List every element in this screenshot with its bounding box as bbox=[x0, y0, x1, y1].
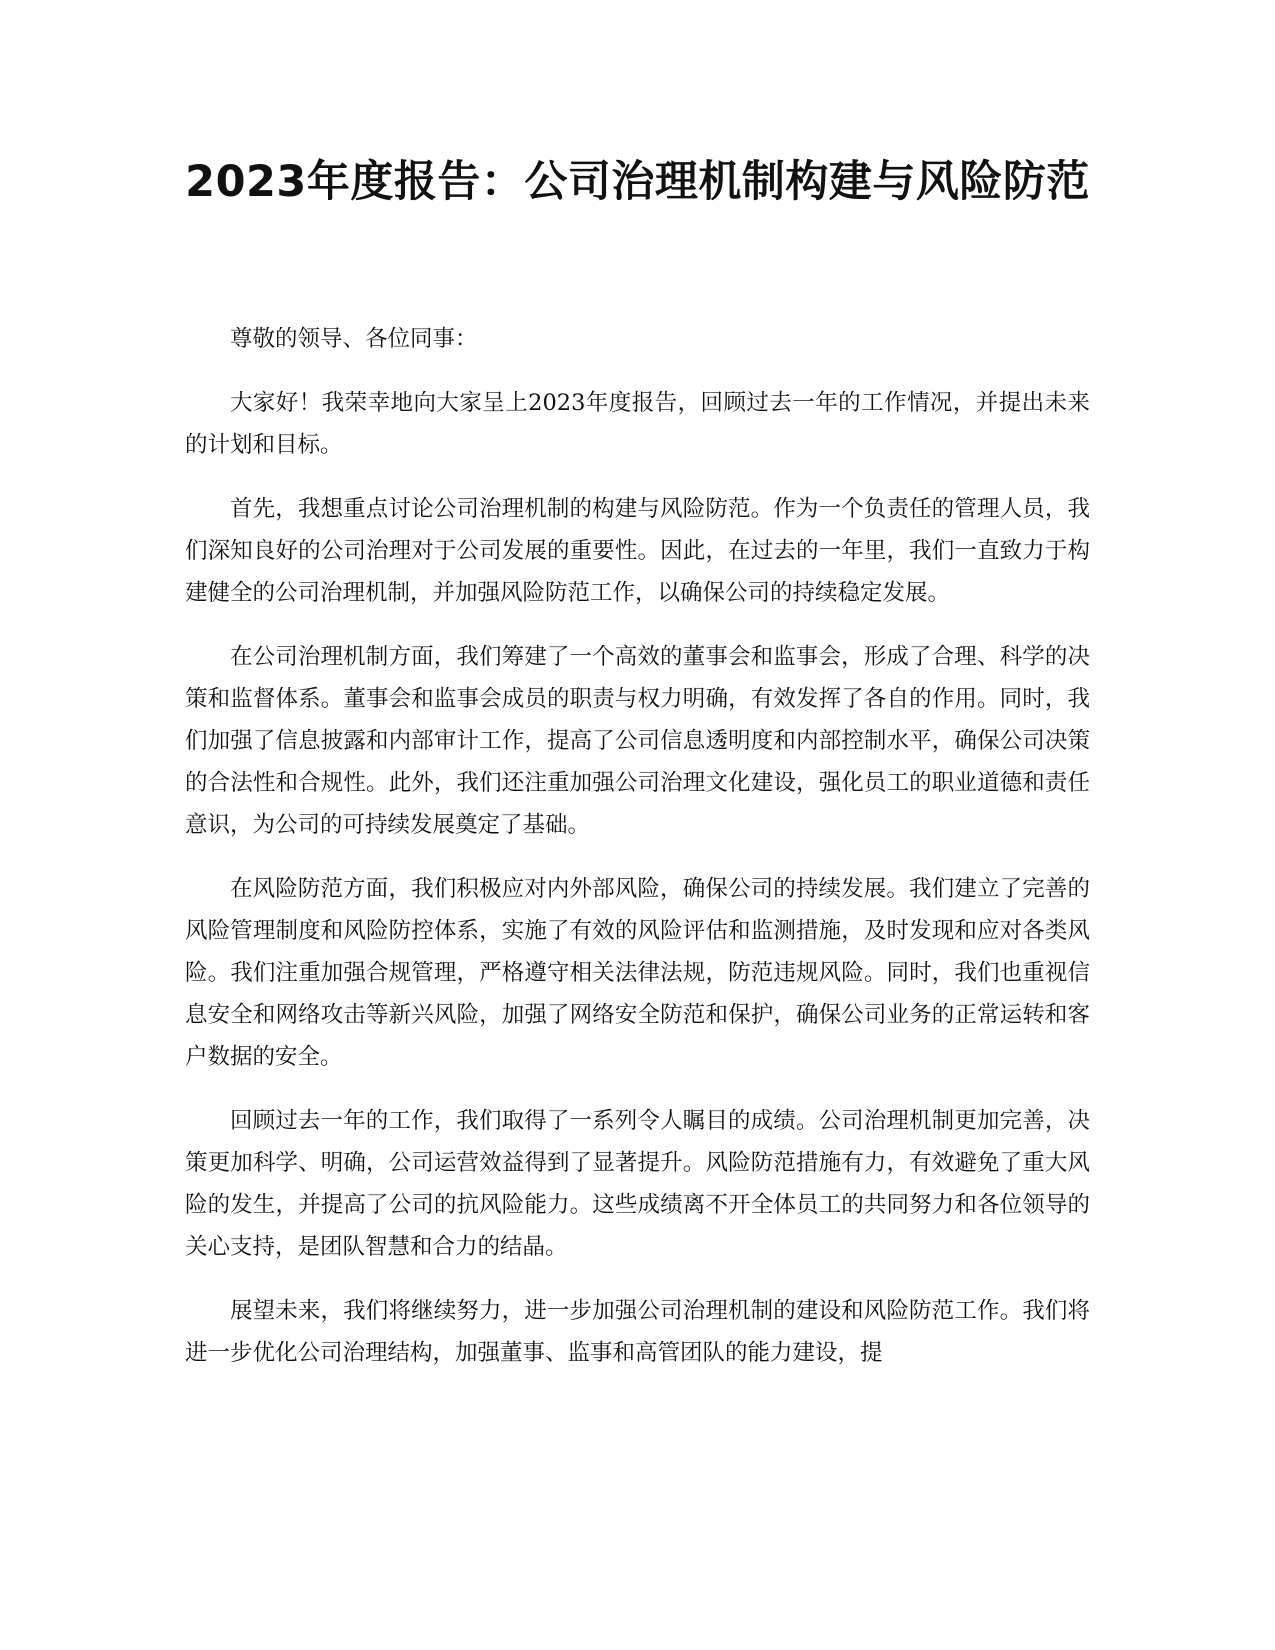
paragraph-introduction: 首先，我想重点讨论公司治理机制的构建与风险防范。作为一个负责任的管理人员，我们深知良好的公司治理对于公司发展的重要性。因此，在过去的一年里，我们一直致力于构建健全的公司治理机制，并加强风险防范工作，以确保公司的持续稳定发展。 bbox=[185, 496, 1090, 606]
paragraph-risk-prevention: 在风险防范方面，我们积极应对内外部风险，确保公司的持续发展。我们建立了完善的风险管理制度和风险防控体系，实施了有效的风险评估和监测措施，及时发现和应对各类风险。我们注重加强合规管理，严格遵守相关法律法规，防范违规风险。同时，我们也重视信息安全和网络攻击等新兴风险，加强了网络安全防范和保护，确保公司业务的正常运转和客户数据的安全。 bbox=[185, 876, 1090, 1070]
paragraph-greeting: 大家好！我荣幸地向大家呈上2023年度报告，回顾过去一年的工作情况，并提出未来的计划和目标。 bbox=[185, 390, 1090, 458]
paragraph-outlook: 展望未来，我们将继续努力，进一步加强公司治理机制的建设和风险防范工作。我们将进一步优化公司治理结构，加强董事、监事和高管团队的能力建设，提 bbox=[185, 1298, 1090, 1366]
document-body bbox=[185, 318, 1090, 1396]
paragraph-review: 回顾过去一年的工作，我们取得了一系列令人瞩目的成绩。公司治理机制更加完善，决策更加科学、明确，公司运营效益得到了显著提升。风险防范措施有力，有效避免了重大风险的发生，并提高了公司的抗风险能力。这些成绩离不开全体员工的共同努力和各位领导的关心支持，是团队智慧和合力的结晶。 bbox=[185, 1108, 1090, 1260]
paragraph-salutation: 尊敬的领导、各位同事： bbox=[230, 326, 478, 352]
paragraph-governance: 在公司治理机制方面，我们筹建了一个高效的董事会和监事会，形成了合理、科学的决策和监督体系。董事会和监事会成员的职责与权力明确，有效发挥了各自的作用。同时，我们加强了信息披露和内部审计工作，提高了公司信息透明度和内部控制水平，确保公司决策的合法性和合规性。此外，我们还注重加强公司治理文化建设，强化员工的职业道德和责任意识，为公司的可持续发展奠定了基础。 bbox=[185, 644, 1090, 838]
document-title: 2023年度报告：公司治理机制构建与风险防范 bbox=[185, 157, 1090, 207]
